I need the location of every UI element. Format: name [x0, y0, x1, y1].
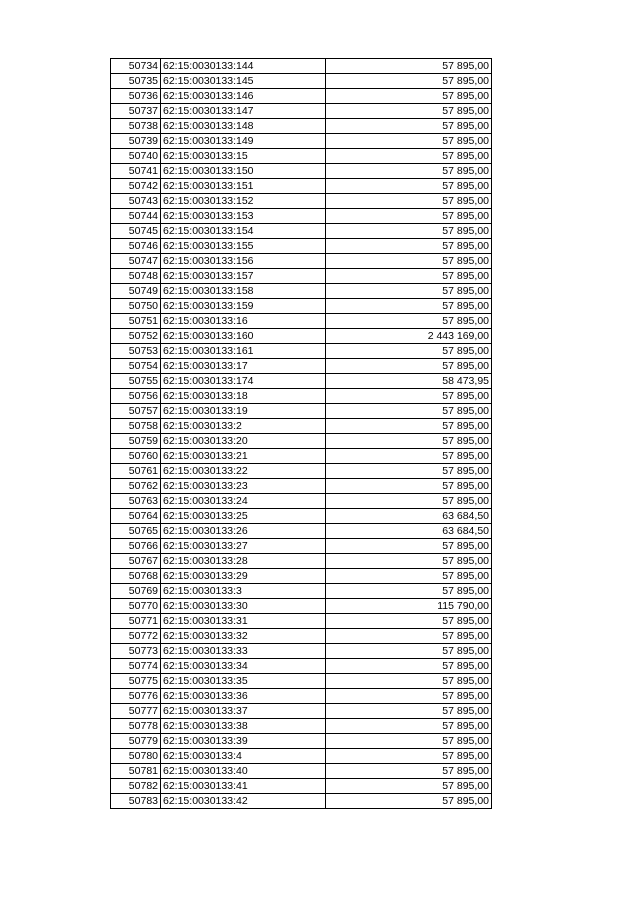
cadastral-number-cell: 62:15:0030133:151 [161, 179, 326, 194]
value-cell: 57 895,00 [326, 119, 492, 134]
value-cell: 63 684,50 [326, 524, 492, 539]
cadastral-number-cell: 62:15:0030133:37 [161, 704, 326, 719]
table-row [111, 794, 492, 809]
value-cell: 57 895,00 [326, 269, 492, 284]
table-row [111, 764, 492, 779]
cadastral-number-cell: 62:15:0030133:32 [161, 629, 326, 644]
cadastral-number-cell: 62:15:0030133:17 [161, 359, 326, 374]
value-cell: 2 443 169,00 [326, 329, 492, 344]
row-number-cell: 50754 [111, 359, 161, 374]
row-number-cell: 50739 [111, 134, 161, 149]
value-cell: 57 895,00 [326, 719, 492, 734]
table-row [111, 344, 492, 359]
cadastral-number-cell: 62:15:0030133:149 [161, 134, 326, 149]
table-row [111, 284, 492, 299]
value-cell: 57 895,00 [326, 284, 492, 299]
row-number-cell: 50782 [111, 779, 161, 794]
value-cell: 57 895,00 [326, 644, 492, 659]
cadastral-number-cell: 62:15:0030133:144 [161, 59, 326, 74]
table-row [111, 719, 492, 734]
row-number-cell: 50737 [111, 104, 161, 119]
row-number-cell: 50752 [111, 329, 161, 344]
table-row [111, 434, 492, 449]
cadastral-number-cell: 62:15:0030133:157 [161, 269, 326, 284]
row-number-cell: 50778 [111, 719, 161, 734]
cadastral-number-cell: 62:15:0030133:28 [161, 554, 326, 569]
row-number-cell: 50747 [111, 254, 161, 269]
table-body [111, 59, 492, 809]
cadastral-number-cell: 62:15:0030133:147 [161, 104, 326, 119]
cadastral-number-cell: 62:15:0030133:4 [161, 749, 326, 764]
row-number-cell: 50750 [111, 299, 161, 314]
table-row [111, 644, 492, 659]
cadastral-number-cell: 62:15:0030133:146 [161, 89, 326, 104]
cadastral-number-cell: 62:15:0030133:39 [161, 734, 326, 749]
row-number-cell: 50756 [111, 389, 161, 404]
table-row [111, 449, 492, 464]
table-row [111, 299, 492, 314]
table-row [111, 689, 492, 704]
row-number-cell: 50759 [111, 434, 161, 449]
value-cell: 57 895,00 [326, 584, 492, 599]
row-number-cell: 50760 [111, 449, 161, 464]
value-cell: 57 895,00 [326, 554, 492, 569]
value-cell: 57 895,00 [326, 629, 492, 644]
value-cell: 57 895,00 [326, 74, 492, 89]
cadastral-number-cell: 62:15:0030133:16 [161, 314, 326, 329]
value-cell: 57 895,00 [326, 419, 492, 434]
cadastral-number-cell: 62:15:0030133:25 [161, 509, 326, 524]
table-row [111, 224, 492, 239]
table-row [111, 494, 492, 509]
cadastral-number-cell: 62:15:0030133:34 [161, 659, 326, 674]
cadastral-number-cell: 62:15:0030133:21 [161, 449, 326, 464]
value-cell: 57 895,00 [326, 479, 492, 494]
value-cell: 57 895,00 [326, 569, 492, 584]
row-number-cell: 50743 [111, 194, 161, 209]
cadastral-number-cell: 62:15:0030133:2 [161, 419, 326, 434]
cadastral-number-cell: 62:15:0030133:159 [161, 299, 326, 314]
table-row [111, 329, 492, 344]
table-row [111, 389, 492, 404]
cadastral-number-cell: 62:15:0030133:155 [161, 239, 326, 254]
table-row [111, 194, 492, 209]
cadastral-number-cell: 62:15:0030133:30 [161, 599, 326, 614]
row-number-cell: 50780 [111, 749, 161, 764]
value-cell: 57 895,00 [326, 164, 492, 179]
cadastral-number-cell: 62:15:0030133:156 [161, 254, 326, 269]
row-number-cell: 50771 [111, 614, 161, 629]
row-number-cell: 50745 [111, 224, 161, 239]
value-cell: 57 895,00 [326, 689, 492, 704]
value-cell: 57 895,00 [326, 749, 492, 764]
row-number-cell: 50779 [111, 734, 161, 749]
row-number-cell: 50761 [111, 464, 161, 479]
row-number-cell: 50772 [111, 629, 161, 644]
row-number-cell: 50744 [111, 209, 161, 224]
table-row [111, 149, 492, 164]
table-row [111, 104, 492, 119]
row-number-cell: 50741 [111, 164, 161, 179]
cadastral-number-cell: 62:15:0030133:22 [161, 464, 326, 479]
cadastral-number-cell: 62:15:0030133:161 [161, 344, 326, 359]
value-cell: 57 895,00 [326, 209, 492, 224]
cadastral-number-cell: 62:15:0030133:27 [161, 539, 326, 554]
table-row [111, 659, 492, 674]
value-cell: 57 895,00 [326, 779, 492, 794]
table-row [111, 584, 492, 599]
table-row [111, 539, 492, 554]
cadastral-number-cell: 62:15:0030133:15 [161, 149, 326, 164]
cadastral-number-cell: 62:15:0030133:153 [161, 209, 326, 224]
row-number-cell: 50781 [111, 764, 161, 779]
row-number-cell: 50768 [111, 569, 161, 584]
value-cell: 57 895,00 [326, 359, 492, 374]
cadastral-number-cell: 62:15:0030133:19 [161, 404, 326, 419]
row-number-cell: 50764 [111, 509, 161, 524]
value-cell: 57 895,00 [326, 674, 492, 689]
table-row [111, 89, 492, 104]
cadastral-number-cell: 62:15:0030133:33 [161, 644, 326, 659]
cadastral-number-cell: 62:15:0030133:18 [161, 389, 326, 404]
value-cell: 57 895,00 [326, 179, 492, 194]
row-number-cell: 50774 [111, 659, 161, 674]
table-row [111, 119, 492, 134]
table-row [111, 59, 492, 74]
table-row [111, 569, 492, 584]
row-number-cell: 50735 [111, 74, 161, 89]
cadastral-number-cell: 62:15:0030133:150 [161, 164, 326, 179]
cadastral-number-cell: 62:15:0030133:23 [161, 479, 326, 494]
row-number-cell: 50751 [111, 314, 161, 329]
value-cell: 57 895,00 [326, 404, 492, 419]
row-number-cell: 50740 [111, 149, 161, 164]
row-number-cell: 50776 [111, 689, 161, 704]
value-cell: 58 473,95 [326, 374, 492, 389]
row-number-cell: 50775 [111, 674, 161, 689]
value-cell: 57 895,00 [326, 89, 492, 104]
table-row [111, 239, 492, 254]
value-cell: 57 895,00 [326, 704, 492, 719]
value-cell: 57 895,00 [326, 224, 492, 239]
row-number-cell: 50766 [111, 539, 161, 554]
data-table [110, 58, 492, 809]
table-row [111, 674, 492, 689]
value-cell: 57 895,00 [326, 734, 492, 749]
row-number-cell: 50749 [111, 284, 161, 299]
table-row [111, 749, 492, 764]
value-cell: 115 790,00 [326, 599, 492, 614]
value-cell: 63 684,50 [326, 509, 492, 524]
value-cell: 57 895,00 [326, 764, 492, 779]
cadastral-number-cell: 62:15:0030133:148 [161, 119, 326, 134]
cadastral-number-cell: 62:15:0030133:40 [161, 764, 326, 779]
row-number-cell: 50736 [111, 89, 161, 104]
cadastral-number-cell: 62:15:0030133:154 [161, 224, 326, 239]
cadastral-number-cell: 62:15:0030133:38 [161, 719, 326, 734]
row-number-cell: 50746 [111, 239, 161, 254]
cadastral-number-cell: 62:15:0030133:31 [161, 614, 326, 629]
value-cell: 57 895,00 [326, 194, 492, 209]
row-number-cell: 50767 [111, 554, 161, 569]
table-row [111, 479, 492, 494]
value-cell: 57 895,00 [326, 254, 492, 269]
value-cell: 57 895,00 [326, 344, 492, 359]
value-cell: 57 895,00 [326, 314, 492, 329]
value-cell: 57 895,00 [326, 59, 492, 74]
value-cell: 57 895,00 [326, 134, 492, 149]
value-cell: 57 895,00 [326, 464, 492, 479]
table-row [111, 419, 492, 434]
row-number-cell: 50758 [111, 419, 161, 434]
cadastral-number-cell: 62:15:0030133:41 [161, 779, 326, 794]
cadastral-number-cell: 62:15:0030133:3 [161, 584, 326, 599]
table-row [111, 269, 492, 284]
value-cell: 57 895,00 [326, 794, 492, 809]
cadastral-number-cell: 62:15:0030133:152 [161, 194, 326, 209]
table-row [111, 464, 492, 479]
row-number-cell: 50762 [111, 479, 161, 494]
value-cell: 57 895,00 [326, 104, 492, 119]
table-row [111, 254, 492, 269]
value-cell: 57 895,00 [326, 434, 492, 449]
table-row [111, 74, 492, 89]
table-row [111, 359, 492, 374]
table-row [111, 734, 492, 749]
table-row [111, 164, 492, 179]
value-cell: 57 895,00 [326, 389, 492, 404]
row-number-cell: 50734 [111, 59, 161, 74]
row-number-cell: 50773 [111, 644, 161, 659]
value-cell: 57 895,00 [326, 659, 492, 674]
row-number-cell: 50748 [111, 269, 161, 284]
row-number-cell: 50742 [111, 179, 161, 194]
table-row [111, 314, 492, 329]
table-row [111, 614, 492, 629]
table-row [111, 404, 492, 419]
table-row [111, 509, 492, 524]
row-number-cell: 50757 [111, 404, 161, 419]
row-number-cell: 50738 [111, 119, 161, 134]
value-cell: 57 895,00 [326, 539, 492, 554]
cadastral-number-cell: 62:15:0030133:158 [161, 284, 326, 299]
table-row [111, 629, 492, 644]
cadastral-number-cell: 62:15:0030133:24 [161, 494, 326, 509]
cadastral-number-cell: 62:15:0030133:29 [161, 569, 326, 584]
row-number-cell: 50763 [111, 494, 161, 509]
row-number-cell: 50753 [111, 344, 161, 359]
row-number-cell: 50765 [111, 524, 161, 539]
table-row [111, 209, 492, 224]
row-number-cell: 50769 [111, 584, 161, 599]
cadastral-number-cell: 62:15:0030133:42 [161, 794, 326, 809]
table-row [111, 134, 492, 149]
table-row [111, 179, 492, 194]
value-cell: 57 895,00 [326, 299, 492, 314]
cadastral-number-cell: 62:15:0030133:145 [161, 74, 326, 89]
value-cell: 57 895,00 [326, 149, 492, 164]
cadastral-number-cell: 62:15:0030133:26 [161, 524, 326, 539]
cadastral-number-cell: 62:15:0030133:35 [161, 674, 326, 689]
value-cell: 57 895,00 [326, 494, 492, 509]
value-cell: 57 895,00 [326, 239, 492, 254]
table-row [111, 554, 492, 569]
cadastral-number-cell: 62:15:0030133:174 [161, 374, 326, 389]
value-cell: 57 895,00 [326, 614, 492, 629]
table-row [111, 524, 492, 539]
cadastral-number-cell: 62:15:0030133:160 [161, 329, 326, 344]
row-number-cell: 50770 [111, 599, 161, 614]
value-cell: 57 895,00 [326, 449, 492, 464]
table-row [111, 599, 492, 614]
table-row [111, 704, 492, 719]
cadastral-number-cell: 62:15:0030133:36 [161, 689, 326, 704]
table-row [111, 779, 492, 794]
row-number-cell: 50777 [111, 704, 161, 719]
cadastral-number-cell: 62:15:0030133:20 [161, 434, 326, 449]
row-number-cell: 50755 [111, 374, 161, 389]
table-row [111, 374, 492, 389]
row-number-cell: 50783 [111, 794, 161, 809]
